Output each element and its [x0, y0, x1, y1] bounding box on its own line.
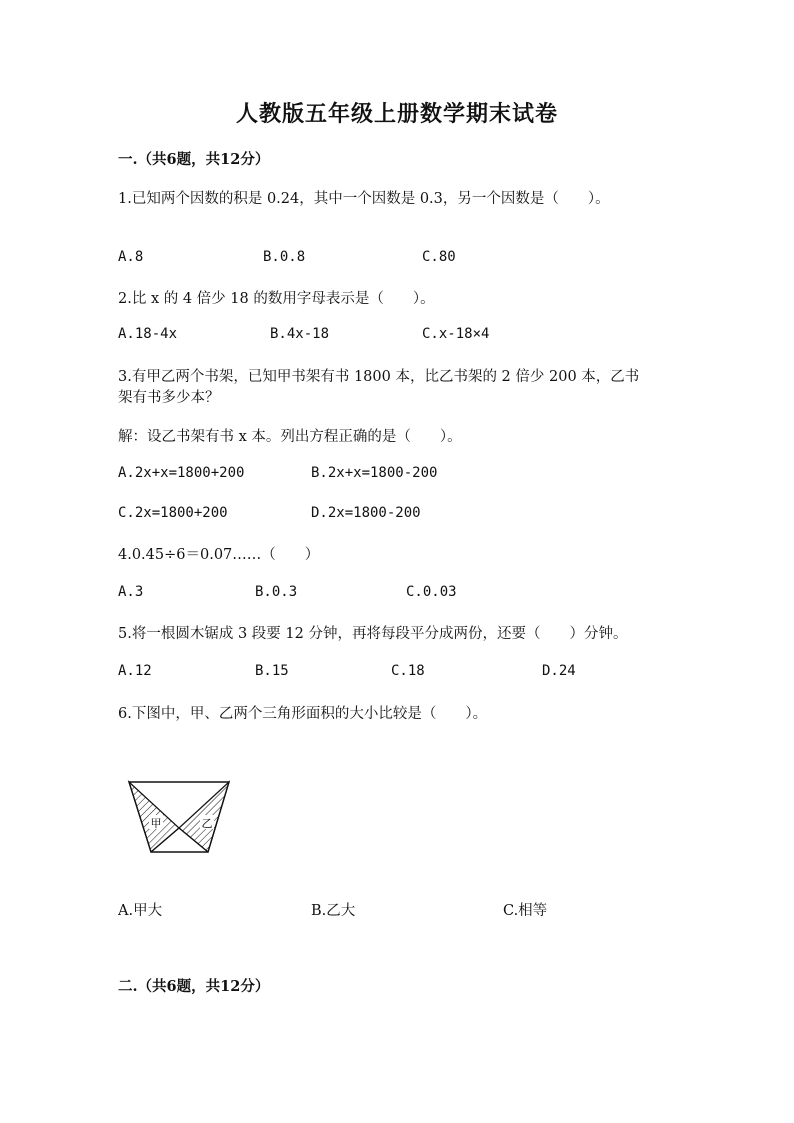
- question-5-text: 5.将一根圆木锯成 3 段要 12 分钟，再将每段平分成两份，还要（ ）分钟。: [118, 626, 628, 642]
- question-3-hint: 解：设乙书架有书 x 本。列出方程正确的是（ ）。: [118, 429, 462, 445]
- question-5-option-a[interactable]: A.12: [118, 663, 152, 679]
- question-4-option-a[interactable]: A.3: [118, 584, 144, 600]
- question-3-option-b[interactable]: B.2x+x=1800-200: [311, 465, 438, 481]
- question-5-option-b[interactable]: B.15: [255, 663, 289, 679]
- question-1-text: 1.已知两个因数的积是 0.24，其中一个因数是 0.3，另一个因数是（ ）。: [118, 191, 610, 207]
- question-3-option-c[interactable]: C.2x=1800+200: [118, 505, 228, 521]
- section-2-heading: 二.（共6题，共12分）: [118, 978, 270, 995]
- question-2-option-a[interactable]: A.18-4x: [118, 326, 178, 342]
- trapezoid-triangles-figure: [124, 776, 234, 858]
- question-1-option-c[interactable]: C.80: [422, 249, 456, 265]
- question-5-option-d[interactable]: D.24: [542, 663, 576, 679]
- question-3-text-line-2: 架有书多少本？: [118, 390, 220, 406]
- question-2-text: 2.比 x 的 4 倍少 18 的数用字母表示是（ ）。: [118, 291, 435, 307]
- question-4-option-b[interactable]: B.0.3: [255, 584, 298, 600]
- question-1-option-b[interactable]: B.0.8: [263, 249, 306, 265]
- figure-label-yi: 乙: [201, 817, 213, 830]
- question-4-text: 4.0.45÷6＝0.07……（ ）: [118, 547, 320, 563]
- question-3-option-a[interactable]: A.2x+x=1800+200: [118, 465, 245, 481]
- question-3-text-line-1: 3.有甲乙两个书架，已知甲书架有书 1800 本，比乙书架的 2 倍少 200 本，乙书: [118, 369, 640, 385]
- question-6-text: 6.下图中，甲、乙两个三角形面积的大小比较是（ ）。: [118, 706, 488, 722]
- figure-label-jia: 甲: [150, 817, 162, 830]
- question-2-option-b[interactable]: B.4x-18: [270, 326, 330, 342]
- question-6-option-a[interactable]: A.甲大: [118, 903, 163, 919]
- question-2-option-c[interactable]: C.x-18×4: [422, 326, 490, 342]
- question-6-option-b[interactable]: B.乙大: [311, 903, 356, 919]
- question-6-option-c[interactable]: C.相等: [503, 903, 548, 919]
- question-5-option-c[interactable]: C.18: [391, 663, 425, 679]
- question-1-option-a[interactable]: A.8: [118, 249, 144, 265]
- page-title: 人教版五年级上册数学期末试卷: [235, 101, 558, 127]
- section-1-heading: 一.（共6题，共12分）: [118, 151, 270, 168]
- question-4-option-c[interactable]: C.0.03: [406, 584, 457, 600]
- question-3-option-d[interactable]: D.2x=1800-200: [311, 505, 421, 521]
